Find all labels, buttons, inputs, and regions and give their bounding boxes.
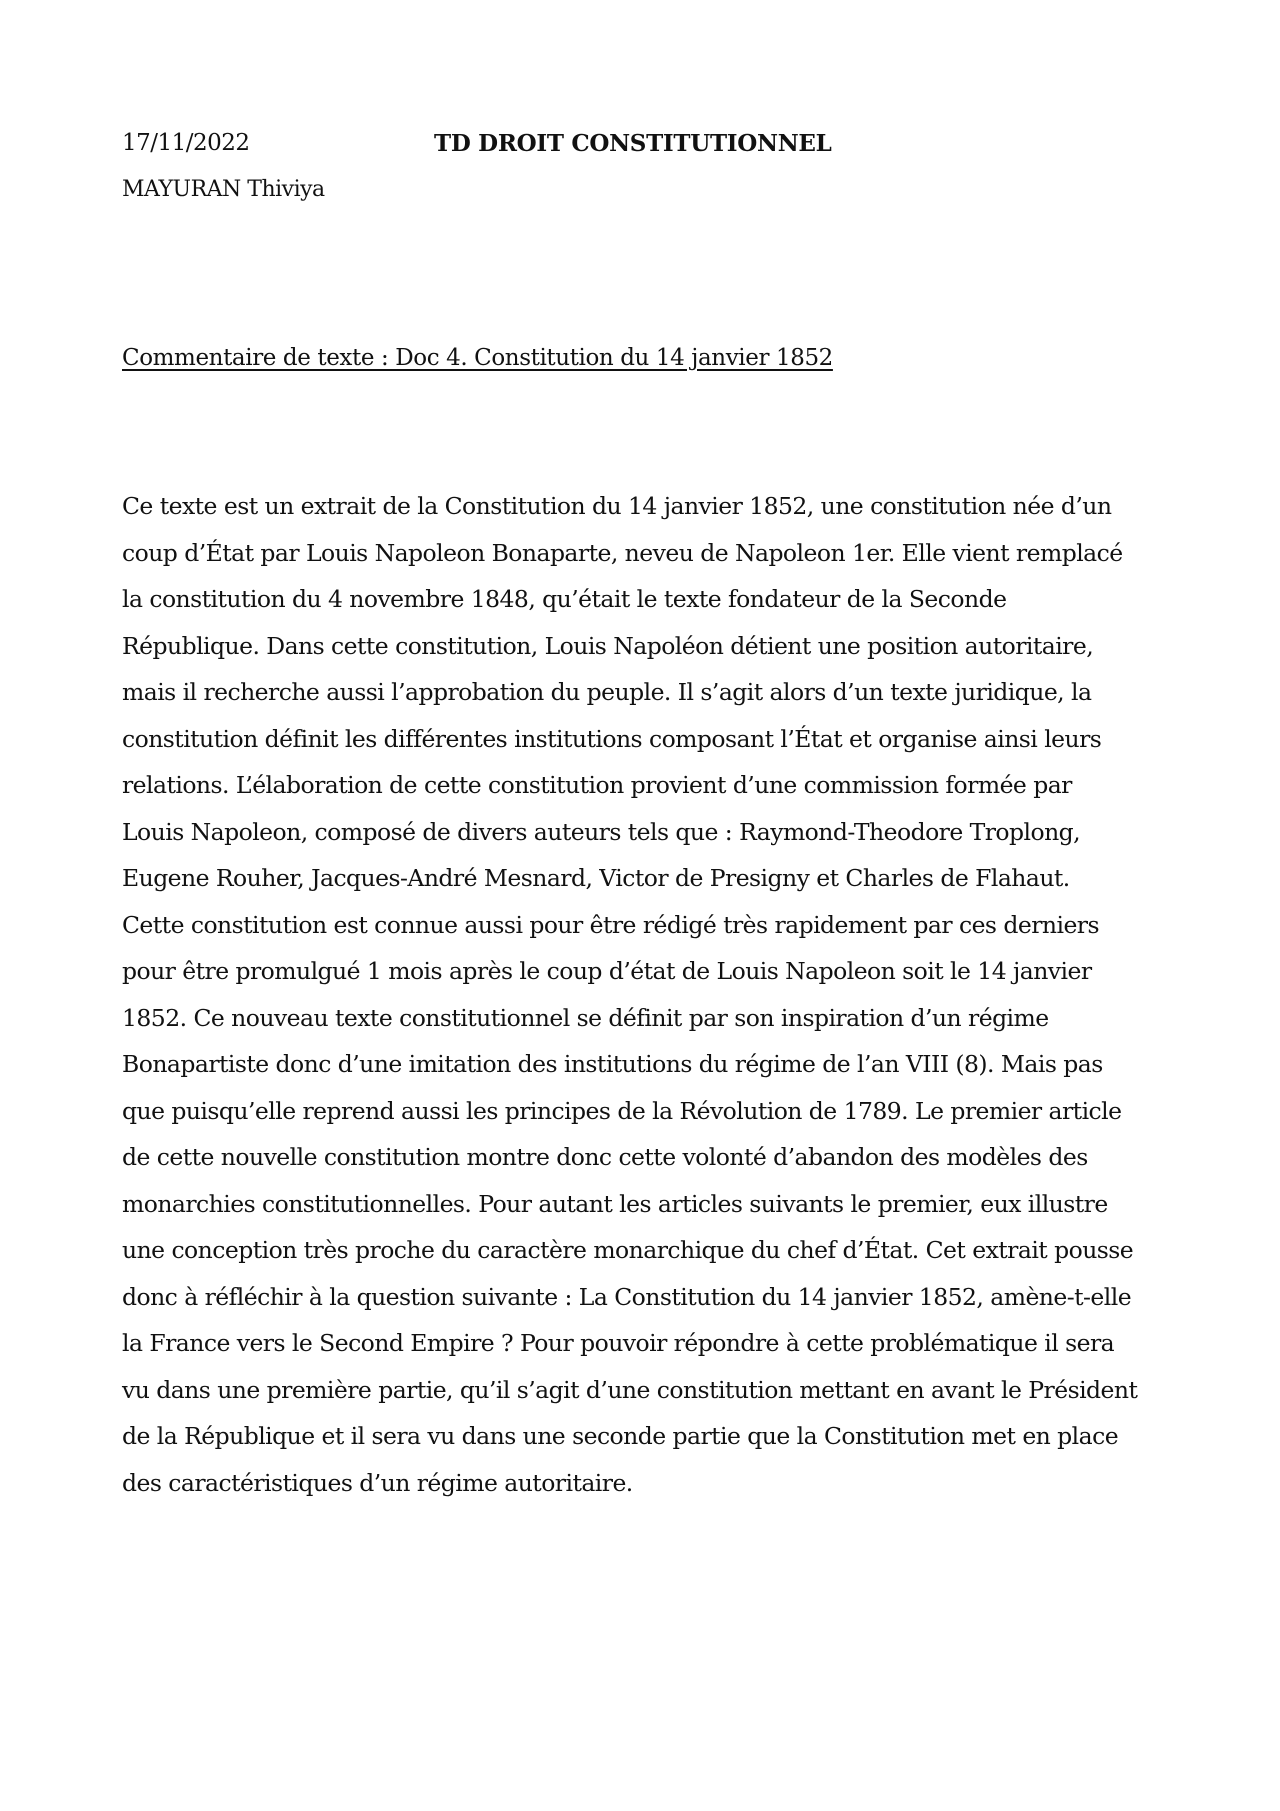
body-line: relations. L’élaboration de cette constitution provient d’une commission formée par: [122, 771, 1072, 799]
body-line: Eugene Rouher, Jacques-André Mesnard, Victor de Presigny et Charles de Flahaut.: [122, 864, 1070, 892]
body-line: une conception très proche du caractère monarchique du chef d’État. Cet extrait pousse: [122, 1236, 1134, 1264]
body-line: des caractéristiques d’un régime autoritaire.: [122, 1468, 633, 1497]
body-line: mais il recherche aussi l’approbation du peuple. Il s’agit alors d’un texte juridique, la: [122, 678, 1092, 706]
body-line: Ce texte est un extrait de la Constitution du 14 janvier 1852, une constitution née d’un: [122, 492, 1112, 520]
author-name: MAYURAN Thiviya: [122, 177, 325, 202]
body-line: vu dans une première partie, qu’il s’agit d’une constitution mettant en avant le Président: [122, 1375, 1138, 1404]
body-line: que puisqu’elle reprend aussi les principes de la Révolution de 1789. Le premier article: [122, 1096, 1122, 1125]
date: 17/11/2022: [122, 130, 250, 156]
subject-heading: Commentaire de texte : Doc 4. Constitution du 14 janvier 1852: [122, 345, 833, 371]
document-title: TD DROIT CONSTITUTIONNEL: [434, 130, 832, 157]
body-line: constitution définit les différentes institutions composant l’État et organise ainsi leurs: [122, 724, 1102, 753]
body-line: la France vers le Second Empire ? Pour pouvoir répondre à cette problématique il sera: [122, 1329, 1115, 1357]
body-line: Louis Napoleon, composé de divers auteurs tels que : Raymond-Theodore Troplong,: [122, 817, 1081, 846]
body-line: la constitution du 4 novembre 1848, qu’était le texte fondateur de la Seconde: [122, 585, 1007, 613]
body-line: Cette constitution est connue aussi pour être rédigé très rapidement par ces derniers: [122, 910, 1099, 939]
body-line: de cette nouvelle constitution montre donc cette volonté d’abandon des modèles des: [122, 1143, 1088, 1171]
body-line: République. Dans cette constitution, Louis Napoléon détient une position autoritaire,: [122, 631, 1094, 660]
body-line: de la République et il sera vu dans une seconde partie que la Constitution met en place: [122, 1422, 1119, 1450]
body-line: monarchies constitutionnelles. Pour autant les articles suivants le premier, eux illustre: [122, 1189, 1108, 1218]
body-line: pour être promulgué 1 mois après le coup d’état de Louis Napoleon soit le 14 janvier: [122, 957, 1092, 985]
body-line: coup d’État par Louis Napoleon Bonaparte, neveu de Napoleon 1er. Elle vient remplacé: [122, 538, 1123, 567]
header-row: [122, 130, 1162, 164]
body-line: 1852. Ce nouveau texte constitutionnel se définit par son inspiration d’un régime: [122, 1003, 1049, 1032]
body-line: Bonapartiste donc d’une imitation des institutions du régime de l’an VIII (8). Mais pas: [122, 1050, 1103, 1078]
body-paragraph: [122, 483, 1162, 1506]
body-line: donc à réfléchir à la question suivante : La Constitution du 14 janvier 1852, amène-t-elle: [122, 1282, 1132, 1311]
